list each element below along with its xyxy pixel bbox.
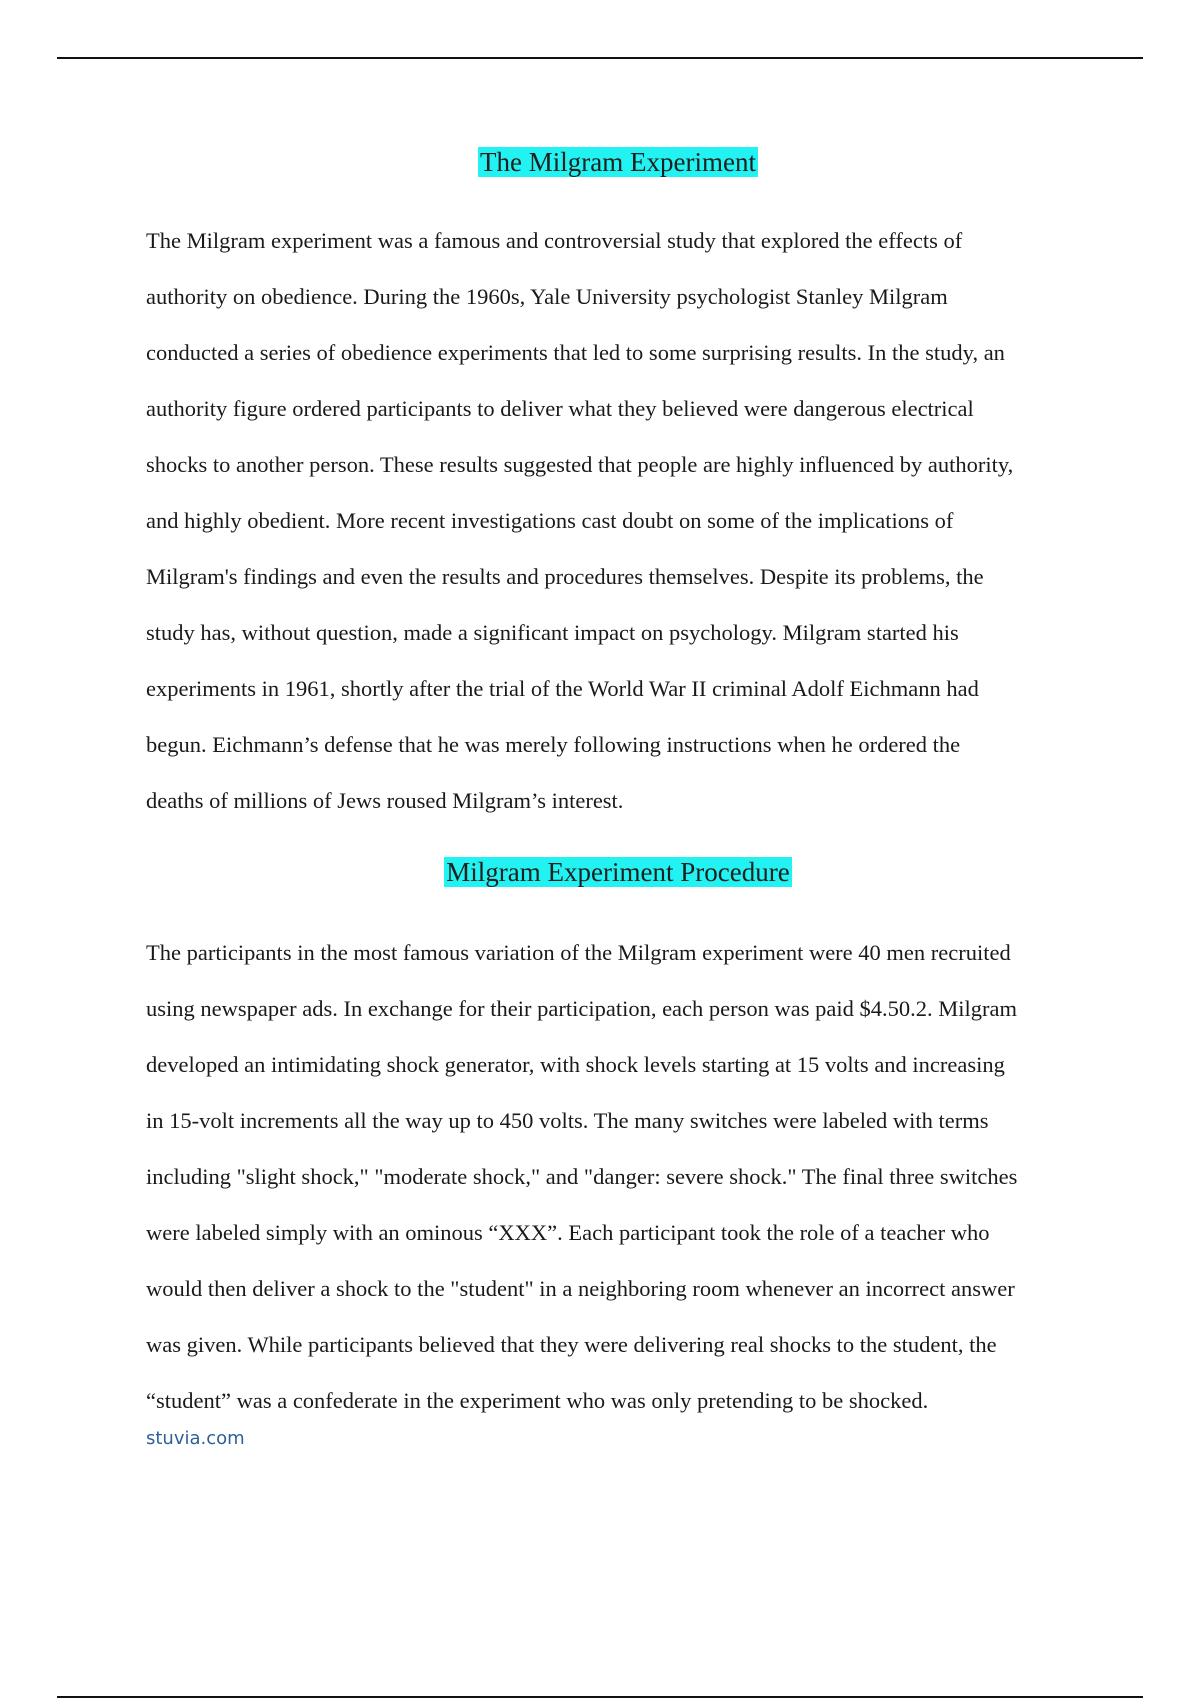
text-line: begun. Eichmann’s defense that he was merely following instructions when he ordered the bbox=[146, 732, 961, 757]
text-line: experiments in 1961, shortly after the trial of the World War II criminal Adolf Eichmann had bbox=[146, 676, 979, 701]
text-line: Milgram's findings and even the results and procedures themselves. Despite its problems, the bbox=[146, 564, 984, 589]
paragraph-procedure bbox=[146, 925, 1086, 1429]
section-heading-milgram-experiment bbox=[0, 145, 1200, 179]
text-line: was given. While participants believed that they were delivering real shocks to the student, the bbox=[146, 1332, 997, 1357]
stuvia-link[interactable]: stuvia.com bbox=[146, 1428, 245, 1449]
text-line: The Milgram experiment was a famous and controversial study that explored the effects of bbox=[146, 228, 963, 253]
bottom-rule bbox=[57, 1696, 1143, 1698]
paragraph-introduction bbox=[146, 213, 1086, 829]
text-line: authority figure ordered participants to deliver what they believed were dangerous electrical bbox=[146, 396, 974, 421]
text-line: using newspaper ads. In exchange for their participation, each person was paid $4.50.2. Milgram bbox=[146, 996, 1017, 1021]
heading-highlight: Milgram Experiment Procedure bbox=[446, 857, 790, 887]
text-line: including "slight shock," "moderate shock," and "danger: severe shock." The final three switches bbox=[146, 1164, 1018, 1189]
text-line: authority on obedience. During the 1960s, Yale University psychologist Stanley Milgram bbox=[146, 284, 948, 309]
text-line: developed an intimidating shock generator, with shock levels starting at 15 volts and increasing bbox=[146, 1052, 1005, 1077]
text-line: were labeled simply with an ominous “XXX”. Each participant took the role of a teacher who bbox=[146, 1220, 990, 1245]
text-line: deaths of millions of Jews roused Milgram’s interest. bbox=[146, 788, 624, 813]
text-line: would then deliver a shock to the "student" in a neighboring room whenever an incorrect answer bbox=[146, 1276, 1015, 1301]
text-line: shocks to another person. These results suggested that people are highly influenced by authority, bbox=[146, 452, 1014, 477]
text-line: “student” was a confederate in the experiment who was only pretending to be shocked. bbox=[146, 1388, 929, 1413]
text-line: conducted a series of obedience experiments that led to some surprising results. In the study, an bbox=[146, 340, 1005, 365]
top-rule bbox=[57, 57, 1143, 59]
text-line: The participants in the most famous variation of the Milgram experiment were 40 men recruited bbox=[146, 940, 1011, 965]
text-line: study has, without question, made a significant impact on psychology. Milgram started his bbox=[146, 620, 959, 645]
text-line: and highly obedient. More recent investigations cast doubt on some of the implications of bbox=[146, 508, 954, 533]
text-line: in 15-volt increments all the way up to 450 volts. The many switches were labeled with terms bbox=[146, 1108, 989, 1133]
heading-highlight: The Milgram Experiment bbox=[480, 147, 756, 177]
section-heading-procedure bbox=[0, 855, 1200, 889]
